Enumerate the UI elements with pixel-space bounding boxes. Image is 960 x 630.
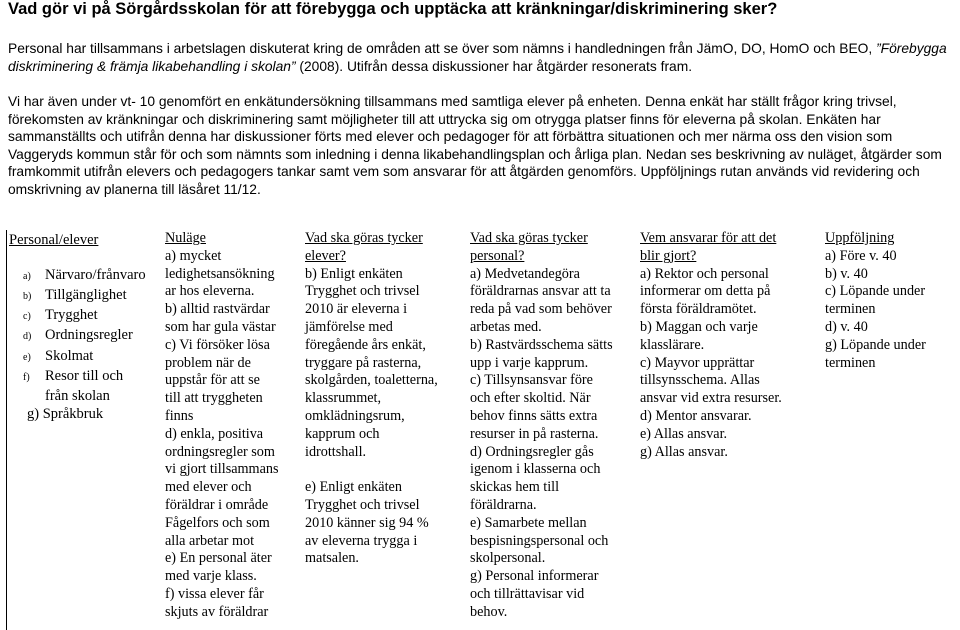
elever-header: [305, 230, 460, 266]
area-item-label: e): [23, 351, 31, 363]
ansvar-line: b) Maggan och varje: [640, 318, 758, 335]
area-item-text: Tillgänglighet: [45, 287, 127, 303]
elever-a-line: idrottshall.: [305, 443, 367, 460]
elever-column: [305, 230, 460, 568]
intro-lead: Personal har tillsammans i arbetslagen diskuterat kring de områden att se över som nämns i handledningen från JämO, DO, HomO och BEO,: [8, 41, 873, 56]
personal-tycker-line: c) Tillsynsansvar före: [470, 372, 593, 389]
ansvar-text: [640, 266, 810, 462]
elever-a-line: klassrummet,: [305, 390, 382, 407]
ansvar-line: d) Mentor ansvarar.: [640, 407, 752, 424]
elever-a-line: Trygghet och trivsel: [305, 283, 420, 300]
personal-tycker-line: b) Rastvärdsschema sätts: [470, 336, 613, 353]
nulage-line: b) alltid rastvärdar: [165, 301, 270, 318]
personal-tycker-line: e) Samarbete mellan: [470, 514, 587, 531]
personal-tycker-line: g) Personal informerar: [470, 568, 599, 585]
nulage-line: som har gula västar: [165, 318, 276, 335]
nulage-line: ledighetsansökning: [165, 265, 275, 282]
personal-tycker-line: upp i varje kapprum.: [470, 354, 589, 371]
uppfoljning-line: b) v. 40: [825, 265, 868, 282]
elever-a-line: omklädningsrum,: [305, 407, 405, 424]
elever-b-line: e) Enligt enkäten: [305, 479, 402, 496]
nulage-line: Fågelfors och som: [165, 514, 270, 531]
elever-a-line: 2010 är eleverna i: [305, 301, 408, 318]
uppfoljning-header: Uppföljning: [825, 230, 895, 246]
area-item-text: Trygghet: [45, 307, 98, 324]
area-item: [9, 326, 159, 346]
personal-tycker-line: föräldrarna.: [470, 496, 537, 513]
nulage-line: f) vissa elever får: [165, 585, 264, 602]
nulage-line: vi gjort tillsammans: [165, 461, 279, 478]
area-item-label: d): [23, 331, 32, 343]
ansvar-line: första föräldramötet.: [640, 301, 757, 318]
area-item-text: Resor till och: [45, 367, 124, 384]
uppfoljning-line: a) Före v. 40: [825, 247, 897, 264]
uppfoljning-column: [825, 230, 955, 372]
area-item: [9, 286, 159, 306]
area-item-f-cont: från skolan: [45, 388, 110, 405]
area-item: [9, 266, 159, 286]
ansvar-line: klasslärare.: [640, 336, 705, 353]
elever-text-a: [305, 266, 460, 462]
nulage-line: a) mycket: [165, 247, 222, 264]
area-list: [9, 266, 159, 387]
nulage-line: skjuts av föräldrar: [165, 603, 269, 620]
area-item-text: Skolmat: [45, 347, 94, 364]
personal-tycker-text: [470, 266, 630, 622]
area-item-g: g) Språkbruk: [27, 406, 104, 423]
elever-a-line: b) Enligt enkäten: [305, 265, 403, 282]
ansvar-header-line: blir gjort?: [640, 247, 697, 264]
personal-tycker-line: och tillrättavisar vid: [470, 585, 585, 602]
ansvar-line: g) Allas ansvar.: [640, 443, 728, 460]
elever-text-b: [305, 479, 460, 568]
nulage-column: [165, 230, 293, 622]
nulage-line: finns: [165, 407, 194, 424]
area-item: [9, 347, 159, 367]
elever-b-line: av eleverna trygga i: [305, 532, 418, 549]
personal-tycker-header-line: Vad ska göras tycker: [470, 230, 588, 246]
elever-a-line: kapprum och: [305, 425, 380, 442]
area-item-label: f): [23, 371, 30, 383]
spacer: [305, 461, 460, 479]
nulage-line: d) enkla, positiva: [165, 425, 264, 442]
elever-a-line: tryggare på rasterna,: [305, 354, 422, 371]
ansvar-line: informerar om detta på: [640, 283, 771, 300]
elever-b-line: matsalen.: [305, 550, 359, 567]
ansvar-line: tillsynsschema. Allas: [640, 372, 760, 389]
personal-tycker-line: behov finns sätts extra: [470, 407, 598, 424]
personal-tycker-line: föräldrarnas ansvar att ta: [470, 283, 611, 300]
area-item-text: Närvaro/frånvaro: [45, 266, 146, 283]
handbook-title: ”Förebygga diskriminering & främja likabehandling i skolan”: [8, 41, 947, 74]
elever-header-line: elever?: [305, 247, 346, 264]
elever-a-line: jämförelse med: [305, 318, 393, 335]
area-item-text: Ordningsregler: [45, 327, 133, 344]
personal-tycker-line: reda på vad som behöver: [470, 301, 612, 318]
personal-tycker-line: skolpersonal.: [470, 550, 546, 567]
nulage-line: med varje klass.: [165, 568, 257, 585]
nulage-line: föräldrar i område: [165, 496, 269, 513]
personal-tycker-line: a) Medvetandegöra: [470, 265, 580, 282]
nulage-header: Nuläge: [165, 230, 206, 246]
nulage-line: alla arbetar mot: [165, 532, 255, 549]
nulage-line: till att tryggheten: [165, 390, 263, 407]
personal-tycker-line: behov.: [470, 603, 508, 620]
ansvar-line: e) Allas ansvar.: [640, 425, 728, 442]
uppfoljning-line: terminen: [825, 354, 876, 371]
intro-tail: (2008). Utifrån dessa diskussioner har åtgärder resonerats fram.: [295, 58, 693, 74]
nulage-line: c) Vi försöker lösa: [165, 336, 270, 353]
intro-paragraph: [8, 40, 956, 75]
personal-tycker-header-line: personal?: [470, 247, 525, 264]
uppfoljning-text: [825, 248, 955, 373]
ansvar-line: a) Rektor och personal: [640, 265, 769, 282]
uppfoljning-line: d) v. 40: [825, 318, 868, 335]
area-item: [9, 367, 159, 387]
uppfoljning-line: terminen: [825, 301, 876, 318]
personal-elever-column: [6, 230, 159, 630]
elever-b-line: 2010 känner sig 94 %: [305, 514, 429, 531]
nulage-line: uppstår för att se: [165, 372, 260, 389]
nulage-line: problem när de: [165, 354, 251, 371]
area-item-label: a): [23, 270, 31, 282]
area-item-label: c): [23, 311, 31, 323]
personal-tycker-line: resurser in på rasterna.: [470, 425, 599, 442]
action-plan-columns: [0, 230, 960, 627]
nulage-text: [165, 248, 293, 622]
personal-elever-header: Personal/elever: [9, 232, 99, 248]
ansvar-line: c) Mayvor upprättar: [640, 354, 755, 371]
personal-tycker-line: d) Ordningsregler gås: [470, 443, 594, 460]
survey-paragraph: Vi har även under vt- 10 genomfört en enkätundersökning tillsammans med samtliga elever på enheten. Denna enkät har ställt frågor kring trivsel, förekomsten av kränkningar och diskriminering samt möjligheter till att uttrycka sig om otrygga platser finns för eleverna på skolan. Enkäten har sammanställts och utifrån denna har diskussioner förts med elever och pedagoger för att förbättra situationen och mer närma oss den vision som Vaggeryds kommun står för och som nämnts som inledning i denna likabehandlingsplan och årliga plan. Nedan ses beskrivning av nuläget, åtgärder som framkommit utifrån elevers och pedagogers tankar samt vem som ansvarar för att åtgärden genomförs. Uppföljnings rutan används vid revidering och omskrivning av planerna till läsåret 11/12.: [8, 94, 942, 197]
elever-header-line: Vad ska göras tycker: [305, 230, 423, 246]
page-heading: Vad gör vi på Sörgårdsskolan för att förebygga och upptäcka att kränkningar/diskriminering sker?: [8, 0, 778, 18]
personal-tycker-column: [470, 230, 630, 622]
personal-tycker-line: igenom i klasserna och: [470, 461, 601, 478]
ansvar-line: ansvar vid extra resurser.: [640, 390, 782, 407]
nulage-line: med elever och: [165, 479, 252, 496]
personal-tycker-line: skickas hem till: [470, 479, 560, 496]
elever-b-line: Trygghet och trivsel: [305, 496, 420, 513]
personal-tycker-header: [470, 230, 630, 266]
uppfoljning-line: c) Löpande under: [825, 283, 926, 300]
ansvar-header: [640, 230, 810, 266]
ansvar-column: [640, 230, 810, 461]
area-item-label: b): [23, 291, 32, 302]
elever-a-line: föregående års enkät,: [305, 336, 426, 353]
elever-a-line: skolgården, toaletterna,: [305, 372, 438, 389]
nulage-line: e) En personal äter: [165, 550, 272, 567]
area-item: [9, 306, 159, 326]
ansvar-header-line: Vem ansvarar för att det: [640, 230, 777, 246]
personal-tycker-line: arbetas med.: [470, 318, 542, 335]
personal-tycker-line: och efter skoltid. När: [470, 390, 591, 407]
uppfoljning-line: g) Löpande under: [825, 336, 926, 353]
nulage-line: ar hos eleverna.: [165, 283, 255, 300]
personal-tycker-line: bespisningspersonal och: [470, 532, 609, 549]
nulage-line: ordningsregler som: [165, 443, 275, 460]
